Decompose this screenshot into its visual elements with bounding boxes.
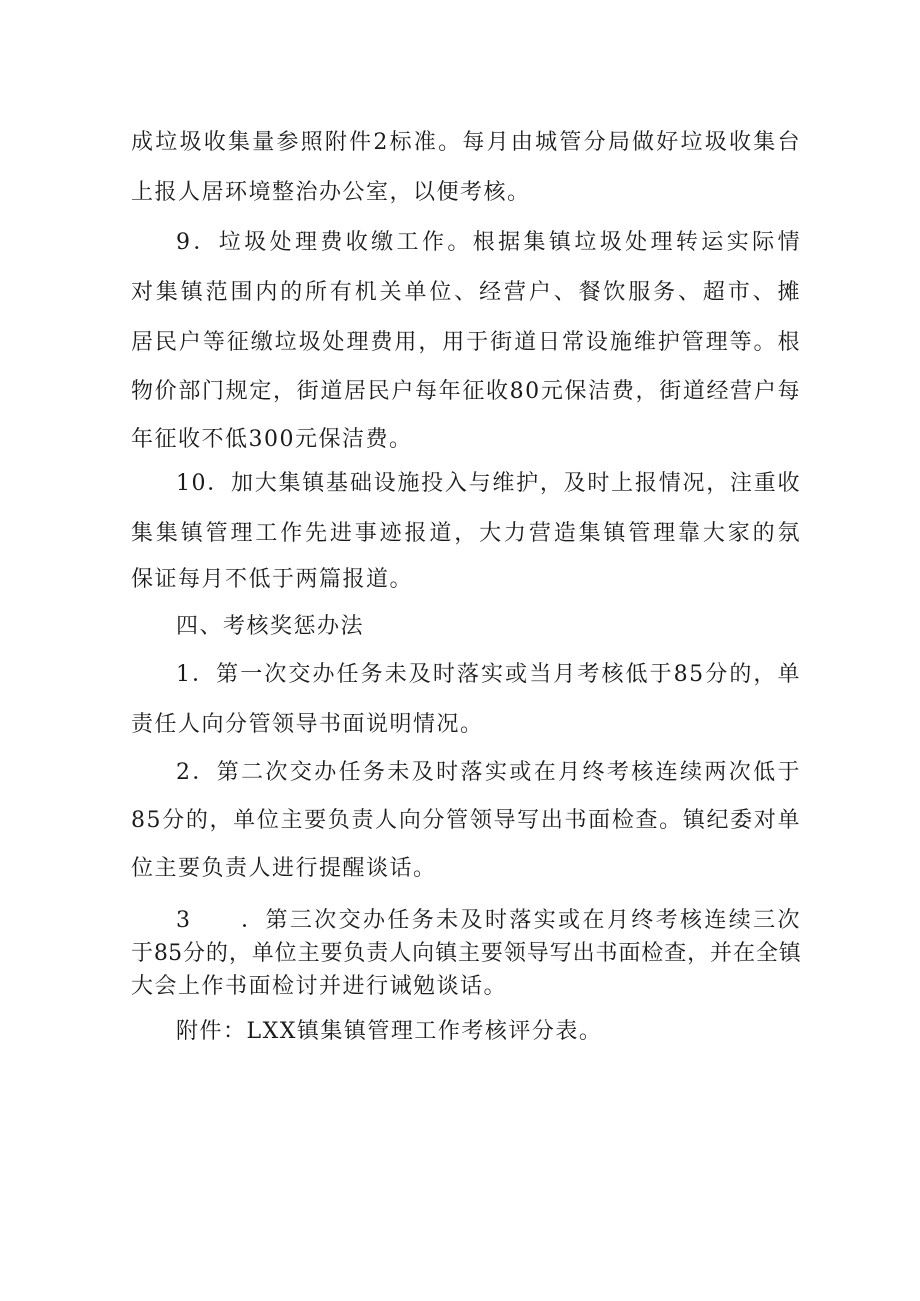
- body-line: 大会上作书面检讨并进行诫勉谈话。: [131, 974, 508, 999]
- body-line: 85分的，单位主要负责人向分管领导写出书面检查。镇纪委对单: [131, 808, 801, 833]
- rule-1-line: 1．第一次交办任务未及时落实或当月考核低于85分的，单: [176, 662, 801, 687]
- rule-2-line: 2．第二次交办任务未及时落实或在月终考核连续两次低于: [176, 760, 801, 785]
- body-line: 位主要负责人进行提醒谈话。: [131, 856, 437, 881]
- body-line: 对集镇范围内的所有机关单位、经营户、餐饮服务、超市、摊: [131, 280, 801, 305]
- section-heading: 四、考核奖惩办法: [176, 614, 365, 639]
- body-line: 物价部门规定，街道居民户每年征收80元保洁费，街道经营户每: [131, 379, 801, 404]
- attachment-note: 附件：LXX镇集镇管理工作考核评分表。: [176, 1019, 603, 1044]
- body-line: 成垃圾收集量参照附件2标准。每月由城管分局做好垃圾收集台: [131, 130, 801, 155]
- rule-3-line: 3 ．第三次交办任务未及时落实或在月终考核连续三次: [176, 908, 801, 933]
- body-line: 保证每月不低于两篇报道。: [131, 567, 414, 592]
- body-line: 责任人向分管领导书面说明情况。: [131, 712, 484, 737]
- body-line: 居民户等征缴垃圾处理费用，用于街道日常设施维护管理等。根: [131, 330, 801, 355]
- body-line: 年征收不低300元保洁费。: [131, 427, 413, 452]
- body-line: 上报人居环境整治办公室，以便考核。: [131, 180, 531, 205]
- item-10-heading-line: 10．加大集镇基础设施投入与维护，及时上报情况，注重收: [176, 471, 801, 496]
- body-line: 于85分的，单位主要负责人向镇主要领导写出书面检查，并在全镇: [131, 941, 801, 966]
- item-9-heading-line: 9．垃圾处理费收缴工作。根据集镇垃圾处理转运实际情: [176, 230, 801, 255]
- body-line: 集集镇管理工作先进事迹报道，大力营造集镇管理靠大家的氛: [131, 521, 801, 546]
